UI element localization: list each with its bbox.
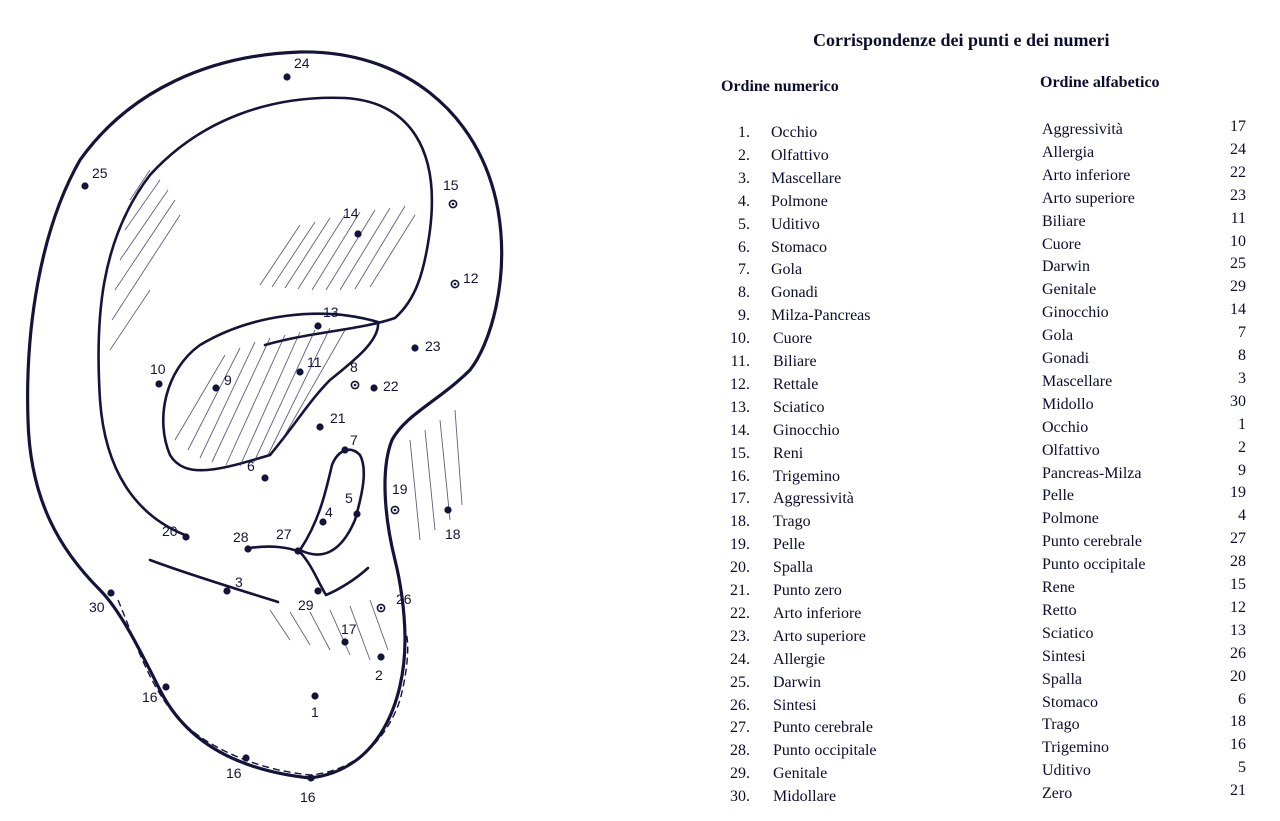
point-dot-marker: [354, 230, 361, 237]
point-dot-marker: [107, 589, 114, 596]
alphabetic-point-name: Uditivo: [1042, 762, 1091, 780]
ear-point: [162, 523, 190, 541]
alphabetic-point-number: 21: [1230, 782, 1246, 800]
point-label: 7: [350, 432, 358, 448]
ear-point: [296, 354, 321, 376]
alphabetic-point-name: Ginocchio: [1042, 304, 1109, 322]
numeric-point-name: Gola: [771, 261, 803, 279]
numeric-order-heading: Ordine numerico: [721, 78, 839, 95]
alphabetic-point-name: Allergia: [1042, 143, 1095, 161]
point-dot-marker: [341, 638, 348, 645]
point-dot-marker: [296, 368, 303, 375]
numeric-index: 21.: [730, 582, 750, 599]
alphabetic-order-heading: Ordine alfabetico: [1040, 74, 1160, 91]
ear-point: [81, 165, 107, 190]
point-dot-marker: [341, 446, 348, 453]
alphabetic-point-name: Genitale: [1042, 281, 1097, 299]
numeric-index: 16.: [730, 467, 750, 485]
alphabetic-point-number: 8: [1238, 347, 1246, 364]
alphabetic-point-name: Polmone: [1042, 510, 1099, 528]
alphabetic-point-name: Arto inferiore: [1042, 166, 1131, 184]
point-dot-marker: [353, 510, 360, 517]
point-dot-marker: [242, 754, 249, 761]
numeric-index: 8.: [738, 284, 750, 302]
ear-point: [377, 591, 411, 612]
point-label: 4: [325, 504, 333, 520]
ear-point: [443, 177, 459, 208]
numeric-point-name: Midollare: [773, 788, 837, 806]
point-label: 8: [350, 359, 358, 375]
ear-point: [212, 372, 232, 392]
numeric-index: 3.: [738, 169, 750, 187]
numeric-point-name: Sciatico: [773, 398, 825, 416]
alphabetic-point-name: Sciatico: [1042, 624, 1094, 642]
alphabetic-point-number: 29: [1230, 278, 1246, 296]
alphabetic-point-number: 17: [1230, 118, 1246, 135]
alphabetic-point-number: 15: [1230, 576, 1246, 593]
alphabetic-point-number: 20: [1230, 667, 1246, 685]
numeric-index: 10.: [730, 330, 750, 348]
numeric-index: 24.: [730, 650, 750, 668]
alphabetic-point-name: Punto occipitale: [1042, 556, 1146, 574]
alphabetic-point-number: 6: [1238, 690, 1246, 708]
numeric-index: 13.: [730, 398, 750, 416]
numeric-point-name: Uditivo: [771, 215, 820, 233]
point-dot-marker: [411, 344, 418, 351]
point-label: 10: [150, 361, 166, 377]
alphabetic-point-number: 12: [1230, 598, 1246, 616]
ear-point: [370, 378, 398, 394]
ear-lobe-dashed: [118, 600, 408, 775]
alphabetic-point-name: Midollo: [1042, 395, 1094, 413]
point-label: 12: [463, 270, 479, 286]
point-label: 29: [298, 597, 314, 613]
numeric-point-name: Aggressività: [773, 490, 854, 508]
alphabetic-point-number: 18: [1230, 713, 1246, 731]
alphabetic-point-number: 7: [1238, 324, 1246, 342]
point-ring-center: [354, 384, 357, 387]
point-dot-marker: [370, 384, 377, 391]
point-label: 26: [396, 591, 412, 607]
point-label: 18: [445, 526, 461, 542]
ear-point: [233, 529, 252, 553]
alphabetic-point-name: Spalla: [1042, 670, 1082, 688]
numeric-index: 26.: [730, 696, 750, 714]
alphabetic-point-number: 4: [1238, 507, 1246, 525]
point-label: 16: [300, 789, 316, 805]
ear-point: [375, 653, 385, 683]
ear-point: [223, 574, 243, 595]
alphabetic-point-number: 10: [1230, 232, 1246, 250]
alphabetic-point-name: Mascellare: [1042, 372, 1113, 390]
hatch-lobe: [270, 600, 388, 660]
numeric-point-name: Punto zero: [773, 582, 842, 599]
numeric-point-name: Rettale: [773, 375, 819, 393]
point-dot-marker: [182, 533, 189, 540]
numeric-index: 4.: [738, 192, 750, 210]
point-dot-marker: [261, 474, 268, 481]
numeric-point-name: Sintesi: [773, 696, 817, 714]
point-label: 17: [341, 621, 357, 637]
point-label: 27: [276, 526, 292, 542]
alphabetic-point-name: Trigemino: [1042, 739, 1109, 757]
point-label: 25: [92, 165, 108, 181]
point-label: 5: [345, 490, 353, 506]
numeric-index: 15.: [730, 444, 750, 462]
numeric-index: 17.: [730, 490, 750, 508]
numeric-point-name: Biliare: [773, 353, 817, 370]
point-dot-marker: [377, 653, 384, 660]
point-dot-marker: [314, 587, 321, 594]
hatch-fossa: [260, 206, 415, 290]
alphabetic-point-name: Sintesi: [1042, 647, 1086, 665]
point-dot-marker: [294, 547, 301, 554]
numeric-point-name: Polmone: [771, 192, 828, 210]
alphabetic-point-number: 11: [1230, 209, 1246, 227]
alphabetic-point-name: Stomaco: [1042, 693, 1098, 711]
alphabetic-point-number: 22: [1230, 163, 1246, 181]
ear-point: [451, 270, 478, 288]
numeric-index: 20.: [730, 559, 750, 577]
alphabetic-point-name: Zero: [1042, 785, 1073, 803]
numeric-index: 19.: [730, 536, 750, 554]
hatch-concha: [175, 328, 345, 466]
ear-point: [298, 587, 322, 613]
point-label: 11: [307, 354, 322, 370]
alphabetic-point-number: 27: [1230, 530, 1246, 548]
numeric-point-name: Cuore: [773, 330, 813, 348]
numeric-index: 30.: [730, 788, 750, 806]
point-label: 24: [294, 55, 310, 71]
alphabetic-point-number: 25: [1230, 255, 1246, 273]
point-dot-marker: [81, 182, 88, 189]
numeric-point-name: Trago: [773, 513, 811, 531]
point-dot-marker: [307, 774, 314, 781]
ear-point: [300, 774, 316, 805]
point-dot-marker: [311, 692, 318, 699]
alphabetic-point-number: 9: [1238, 461, 1246, 479]
alphabetic-point-number: 24: [1230, 140, 1246, 158]
numeric-index: 25.: [730, 673, 750, 691]
numeric-index: 6.: [738, 238, 750, 256]
ear-point: [314, 304, 338, 330]
numeric-point-name: Arto inferiore: [773, 604, 862, 622]
point-dot-marker: [223, 587, 230, 594]
alphabetic-point-name: Cuore: [1042, 235, 1082, 253]
numeric-point-name: Allergie: [773, 650, 826, 668]
ear-point: [316, 410, 345, 431]
numeric-point-name: Spalla: [773, 559, 813, 577]
alphabetic-point-number: 28: [1230, 553, 1246, 571]
numeric-index: 7.: [738, 261, 750, 279]
alphabetic-point-number: 16: [1230, 736, 1246, 754]
numeric-index: 2.: [738, 146, 750, 164]
numeric-point-name: Ginocchio: [773, 421, 840, 439]
alphabetic-point-name: Aggressività: [1042, 121, 1123, 138]
point-label: 22: [383, 378, 399, 394]
ear-point: [350, 359, 359, 389]
ear-point: [247, 458, 269, 482]
point-label: 9: [224, 372, 232, 388]
alphabetic-point-name: Retto: [1042, 601, 1077, 619]
point-label: 6: [247, 458, 255, 474]
ear-point: [150, 361, 166, 388]
numeric-point-name: Gonadi: [771, 284, 819, 302]
alphabetic-point-number: 19: [1230, 484, 1246, 502]
ear-point: [411, 338, 440, 354]
alphabetic-point-name: Darwin: [1042, 258, 1090, 276]
point-label: 1: [311, 704, 319, 720]
alphabetic-point-name: Pancreas-Milza: [1042, 464, 1142, 482]
alphabetic-point-number: 3: [1238, 369, 1246, 387]
point-label: 19: [392, 481, 408, 497]
numeric-index: 22.: [730, 604, 750, 622]
point-label: 3: [235, 574, 243, 590]
point-dot-marker: [316, 423, 323, 430]
numeric-point-name: Darwin: [773, 673, 821, 691]
alphabetic-point-number: 5: [1238, 759, 1246, 777]
point-ring-center: [454, 283, 457, 286]
numeric-index: 23.: [730, 627, 750, 645]
numeric-index: 18.: [730, 513, 750, 531]
numeric-index: 29.: [730, 765, 750, 783]
alphabetic-point-number: 30: [1230, 392, 1246, 410]
point-dot-marker: [314, 322, 321, 329]
ear-point: [341, 621, 357, 646]
alphabetic-point-number: 2: [1238, 438, 1246, 456]
numeric-point-name: Milza-Pancreas: [771, 307, 871, 325]
point-label: 20: [162, 523, 178, 539]
ear-antihelix: [150, 560, 278, 602]
alphabetic-point-name: Biliare: [1042, 212, 1086, 230]
point-label: 16: [142, 689, 158, 705]
alphabetic-point-number: 1: [1238, 415, 1246, 433]
ear-point: [276, 526, 302, 555]
numeric-index: 14.: [730, 421, 750, 439]
ear-point: [391, 481, 407, 514]
numeric-point-name: Reni: [773, 444, 804, 462]
hatch-tragus: [410, 410, 462, 540]
point-ring-center: [380, 607, 383, 610]
ear-point: [444, 506, 460, 542]
numeric-point-name: Punto cerebrale: [773, 719, 873, 737]
numeric-point-name: Mascellare: [771, 169, 842, 187]
point-ring-center: [452, 203, 455, 206]
point-dot-marker: [444, 506, 451, 513]
numeric-index: 5.: [738, 215, 750, 233]
numeric-point-name: Pelle: [773, 536, 805, 554]
numeric-point-name: Genitale: [773, 765, 828, 783]
alphabetic-point-name: Punto cerebrale: [1042, 533, 1142, 551]
alphabetic-point-name: Olfattivo: [1042, 441, 1100, 459]
ear-point: [283, 55, 309, 81]
numeric-point-name: Occhio: [771, 124, 818, 141]
numeric-index: 12.: [730, 375, 750, 393]
point-ring-center: [394, 509, 397, 512]
numeric-point-name: Punto occipitale: [773, 742, 877, 760]
point-label: 2: [375, 667, 383, 683]
alphabetic-point-number: 26: [1230, 644, 1246, 662]
alphabetic-point-number: 23: [1230, 186, 1246, 204]
numeric-index: 1.: [738, 124, 750, 141]
alphabetic-point-number: 13: [1230, 621, 1246, 639]
point-label: 21: [330, 410, 346, 426]
hatch-helix: [110, 170, 180, 350]
numeric-point-name: Olfattivo: [771, 146, 829, 164]
alphabetic-point-name: Trago: [1042, 716, 1080, 734]
numeric-point-name: Stomaco: [771, 238, 827, 256]
numeric-index: 27.: [730, 719, 750, 737]
alphabetic-point-name: Rene: [1042, 579, 1075, 596]
alphabetic-point-name: Pelle: [1042, 487, 1074, 505]
ear-point: [311, 692, 319, 720]
point-label: 30: [89, 599, 105, 615]
ear-tragus: [300, 450, 364, 555]
point-dot-marker: [155, 380, 162, 387]
numeric-point-name: Trigemino: [773, 467, 840, 485]
point-label: 15: [443, 177, 459, 193]
alphabetic-point-name: Gola: [1042, 327, 1074, 345]
ear-outer-helix: [28, 52, 502, 778]
point-label: 16: [226, 765, 242, 781]
alphabetic-point-name: Arto superiore: [1042, 189, 1135, 207]
point-dot-marker: [212, 384, 219, 391]
ear-point: [343, 205, 362, 238]
numeric-index: 11.: [730, 353, 750, 370]
table-title: Corrispondenze dei punti e dei numeri: [813, 30, 1110, 50]
alphabetic-point-name: Gonadi: [1042, 350, 1090, 367]
ear-inner-helix: [98, 98, 431, 535]
alphabetic-point-name: Occhio: [1042, 418, 1089, 436]
point-dot-marker: [244, 545, 251, 552]
numeric-index: 9.: [738, 307, 750, 325]
point-label: 28: [233, 529, 249, 545]
point-dot-marker: [283, 73, 290, 80]
point-label: 14: [343, 205, 359, 221]
point-label: 23: [425, 338, 441, 354]
numeric-index: 28.: [730, 742, 750, 760]
point-dot-marker: [162, 683, 169, 690]
alphabetic-point-number: 14: [1230, 301, 1246, 319]
point-label: 13: [323, 304, 339, 320]
numeric-point-name: Arto superiore: [773, 627, 866, 645]
